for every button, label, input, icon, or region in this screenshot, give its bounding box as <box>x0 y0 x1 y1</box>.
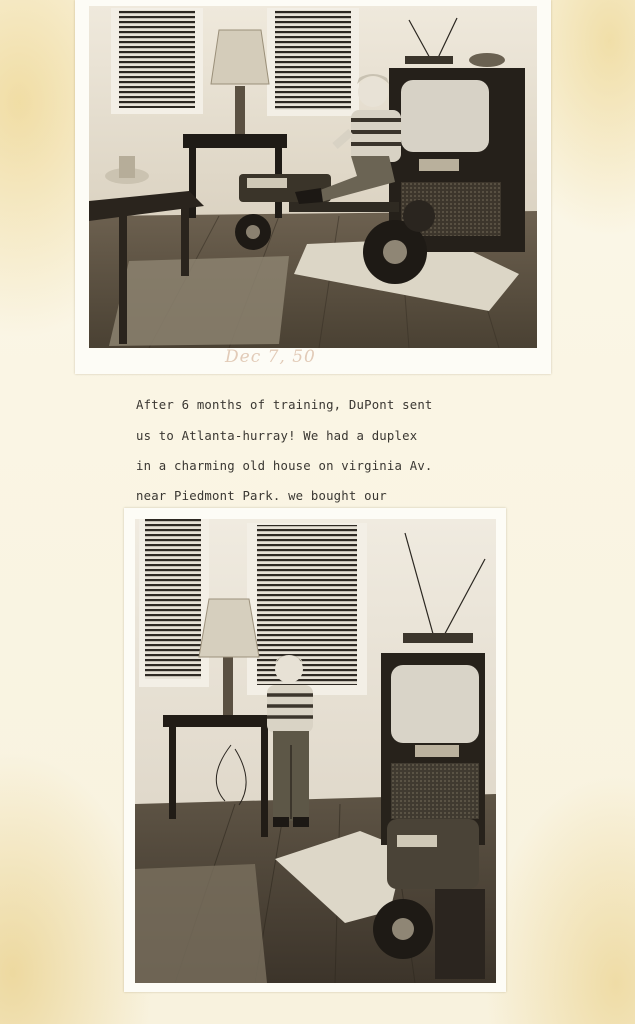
caption-line: near Piedmont Park. we bought our <box>136 489 387 504</box>
photo-boy-standing <box>124 508 506 992</box>
photo-image <box>89 6 537 348</box>
caption-line: in a charming old house on virginia Av. <box>136 459 433 474</box>
photo-image <box>135 519 496 983</box>
caption-line: us to Atlanta-hurray! We had a duplex <box>136 428 418 443</box>
caption-line: After 6 months of training, DuPont sent <box>136 398 433 413</box>
photo-boy-on-pedal-tractor <box>75 0 551 374</box>
handwritten-date: Dec 7, 50 <box>225 347 316 367</box>
